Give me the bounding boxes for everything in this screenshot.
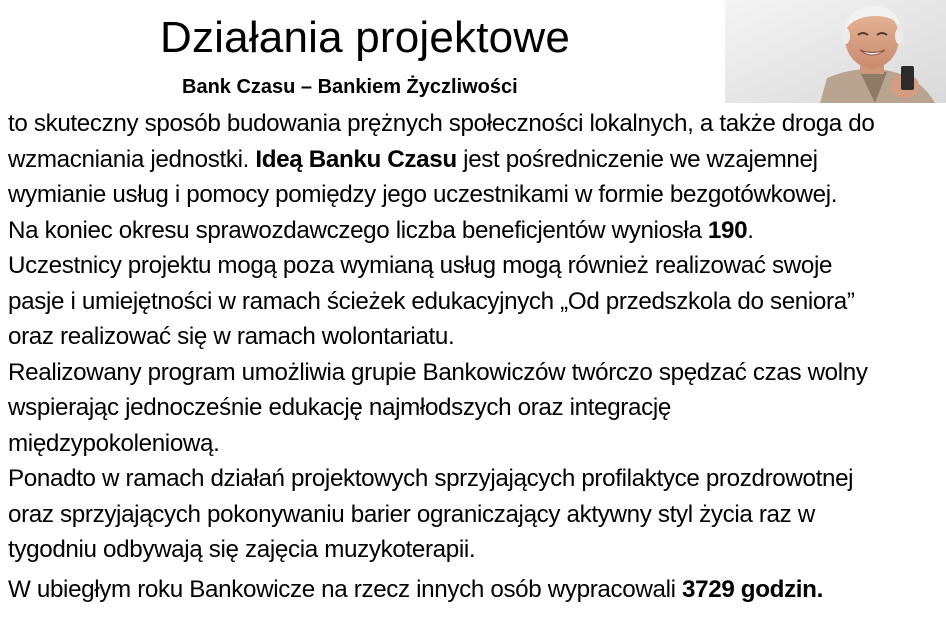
body-line: oraz realizować się w ramach wolontariatu. — [8, 323, 455, 350]
page-subtitle: Bank Czasu – Bankiem Życzliwości — [182, 76, 518, 98]
body-line: wymianie usług i pomocy pomiędzy jego uczestnikami w formie bezgotówkowej. — [8, 181, 838, 208]
body-line: Na koniec okresu sprawozdawczego liczba beneficjentów wyniosła 190. — [8, 216, 754, 244]
body-line: pasje i umiejętności w ramach ścieżek edukacyjnych „Od przedszkola do seniora” — [8, 287, 855, 315]
elderly-man-with-phone-icon — [725, 0, 946, 103]
body-text — [8, 106, 944, 607]
elderly-man-photo — [725, 0, 946, 103]
body-line: oraz sprzyjających pokonywaniu barier ograniczający aktywny styl życia raz w — [8, 500, 815, 528]
body-line: W ubiegłym roku Bankowicze na rzecz innych osób wypracowali 3729 godzin. — [8, 575, 823, 603]
body-line: wzmacniania jednostki. Ideą Banku Czasu jest pośredniczenie we wzajemnej — [8, 145, 818, 173]
body-line: tygodniu odbywają się zajęcia muzykoterapii. — [8, 536, 476, 563]
body-line: wspierając jednocześnie edukację najmłodszych oraz integrację — [8, 394, 671, 421]
body-line: Realizowany program umożliwia grupie Bankowiczów twórczo spędzać czas wolny — [8, 358, 868, 386]
body-line: Ponadto w ramach działań projektowych sprzyjających profilaktyce prozdrowotnej — [8, 465, 854, 492]
body-line: Uczestnicy projektu mogą poza wymianą usług mogą również realizować swoje — [8, 252, 833, 279]
body-line: to skuteczny sposób budowania prężnych społeczności lokalnych, a także droga do — [8, 110, 875, 137]
page-title: Działania projektowe — [160, 13, 570, 62]
body-line: międzypokoleniową. — [8, 429, 220, 457]
